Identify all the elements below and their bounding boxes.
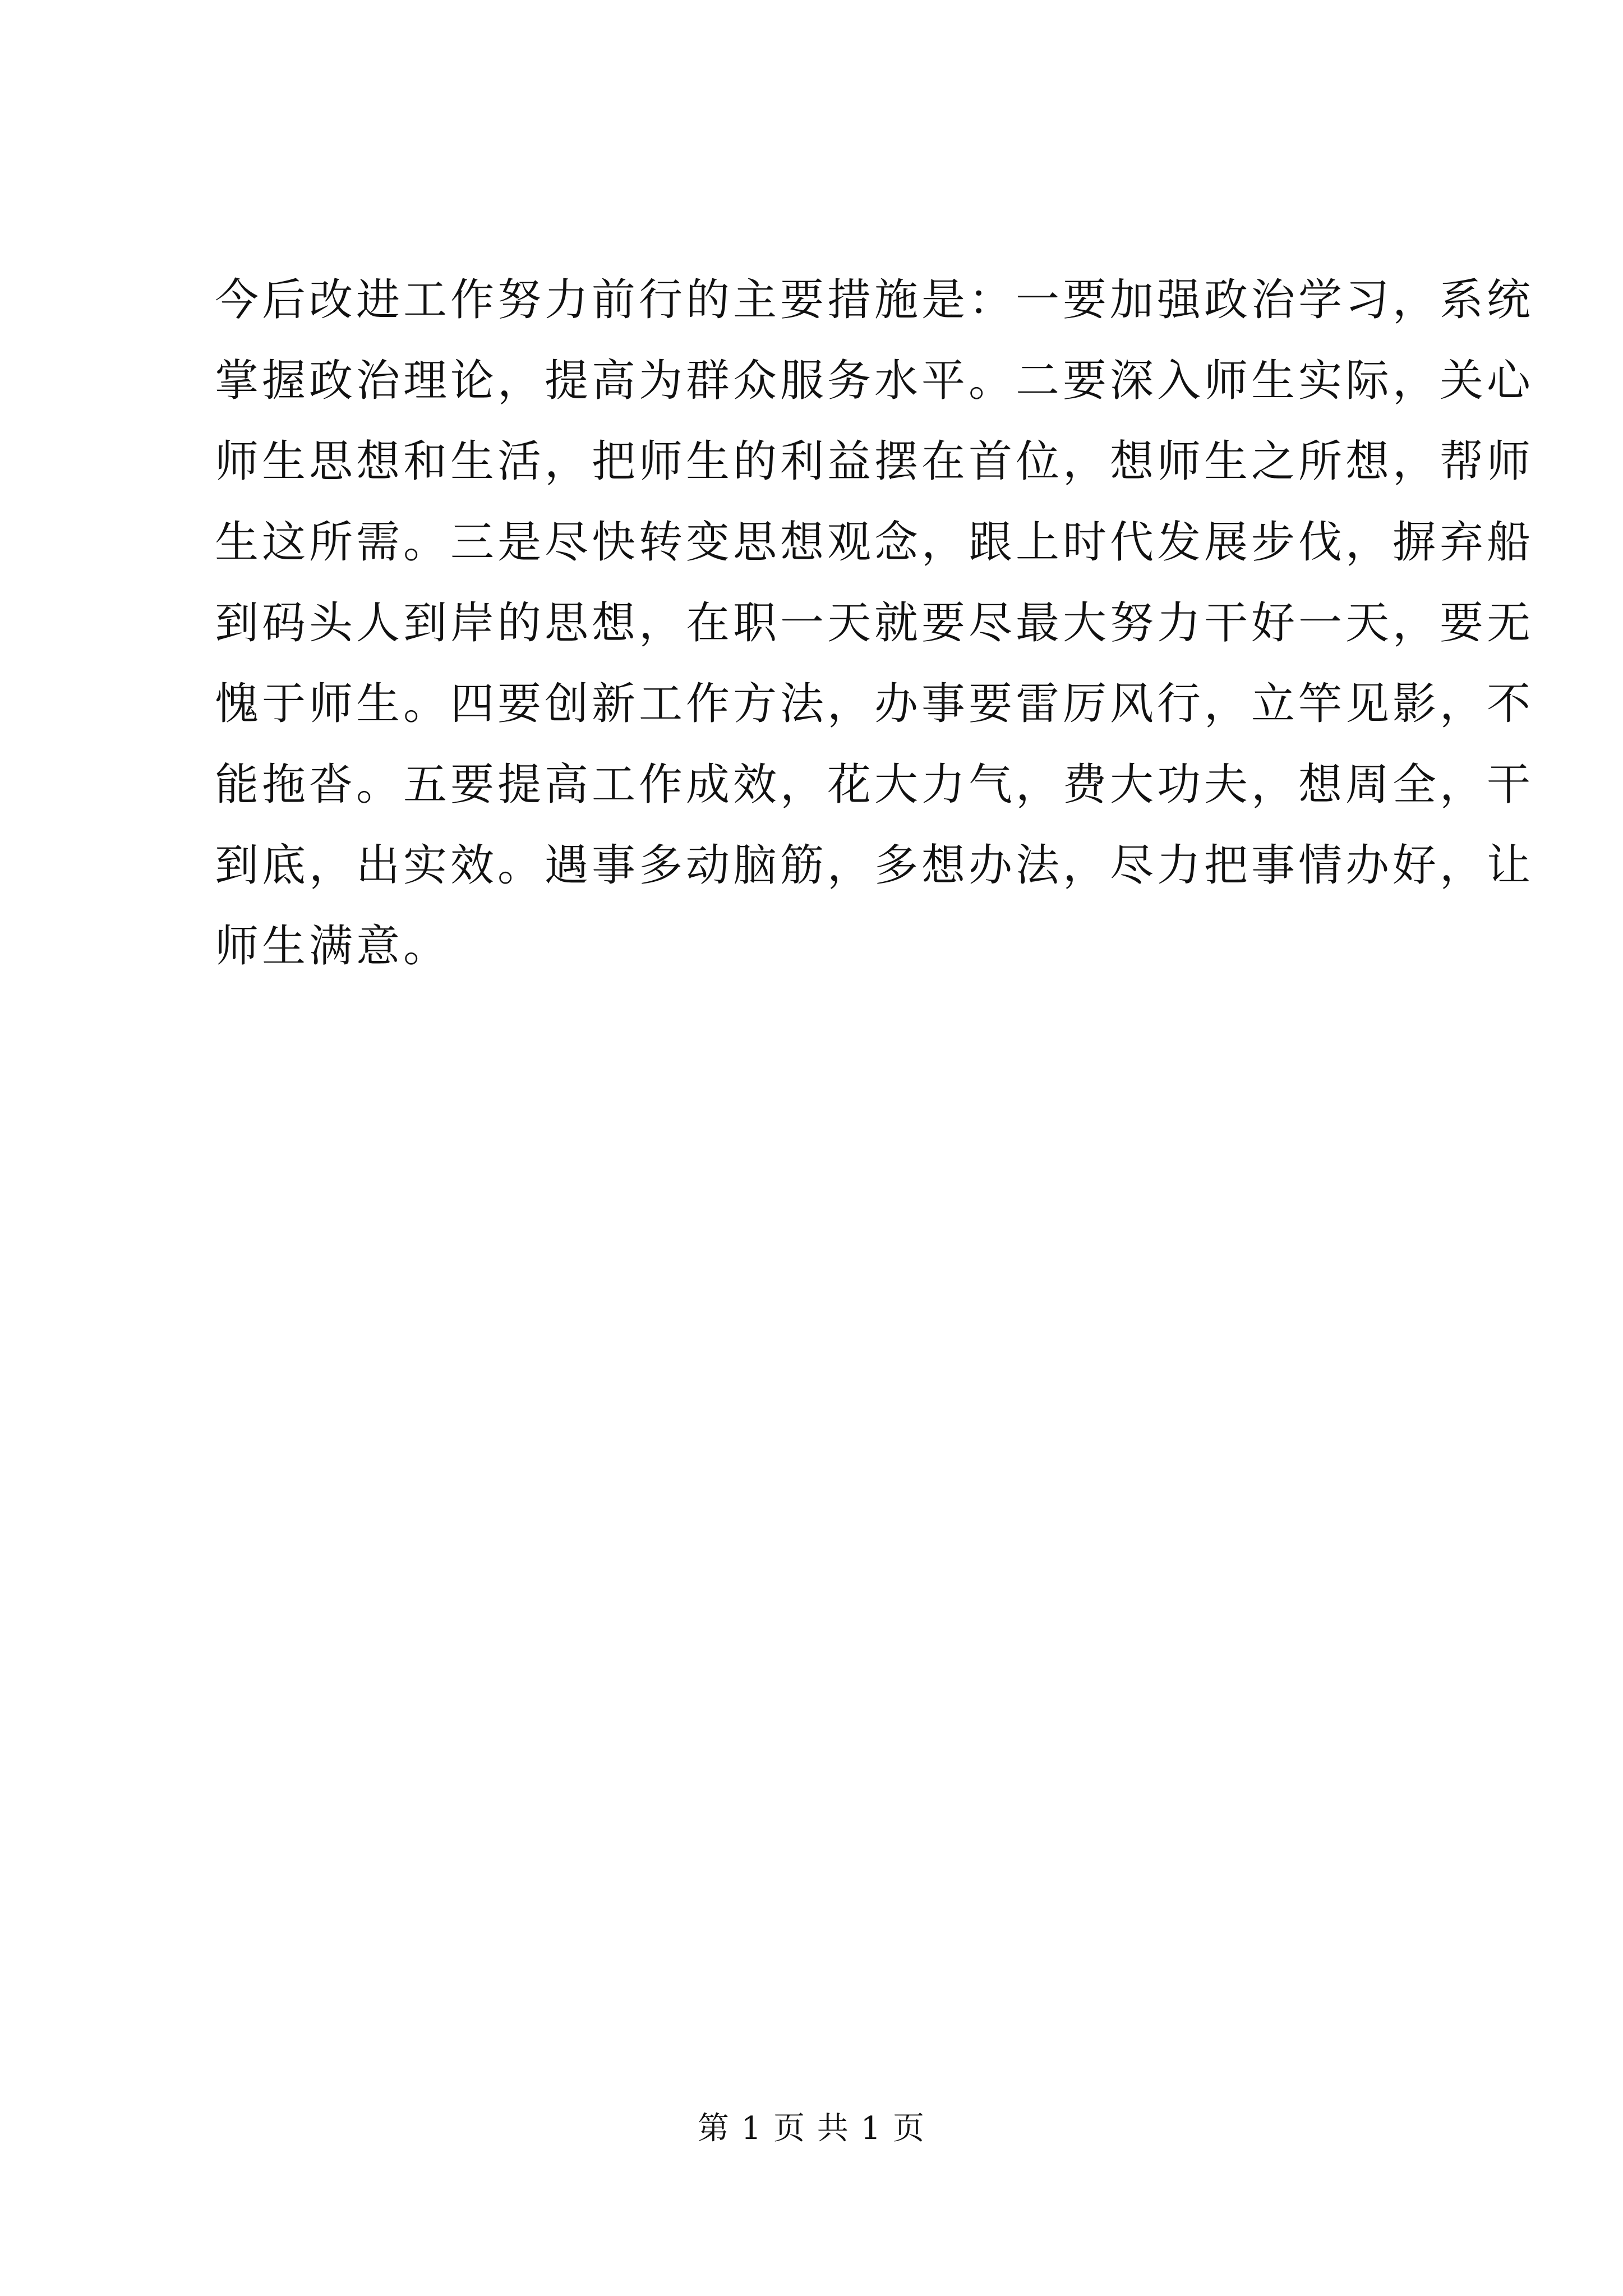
body-paragraph [215,260,1534,987]
paragraph-line: 愧于师生。四要创新工作方法，办事要雷厉风行，立竿见影，不 [215,679,1534,729]
paragraph-line: 师生思想和生活，把师生的利益摆在首位，想师生之所想，帮师 [215,436,1534,487]
paragraph-line: 今后改进工作努力前行的主要措施是：一要加强政治学习，系统 [215,275,1534,325]
paragraph-line: 掌握政治理论，提高为群众服务水平。二要深入师生实际，关心 [215,356,1534,406]
page-number-footer: 第 1 页 共 1 页 [697,2110,926,2147]
paragraph-line: 到底，出实效。遇事多动脑筋，多想办法，尽力把事情办好，让 [215,840,1534,891]
paragraph-line: 到码头人到岸的思想，在职一天就要尽最大努力干好一天，要无 [215,598,1534,648]
paragraph-line: 生这所需。三是尽快转变思想观念，跟上时代发展步伐，摒弃船 [215,517,1534,568]
paragraph-line-last: 师生满意。 [215,921,451,972]
paragraph-line: 能拖沓。五要提高工作成效，花大力气，费大功夫，想周全，干 [215,760,1534,810]
